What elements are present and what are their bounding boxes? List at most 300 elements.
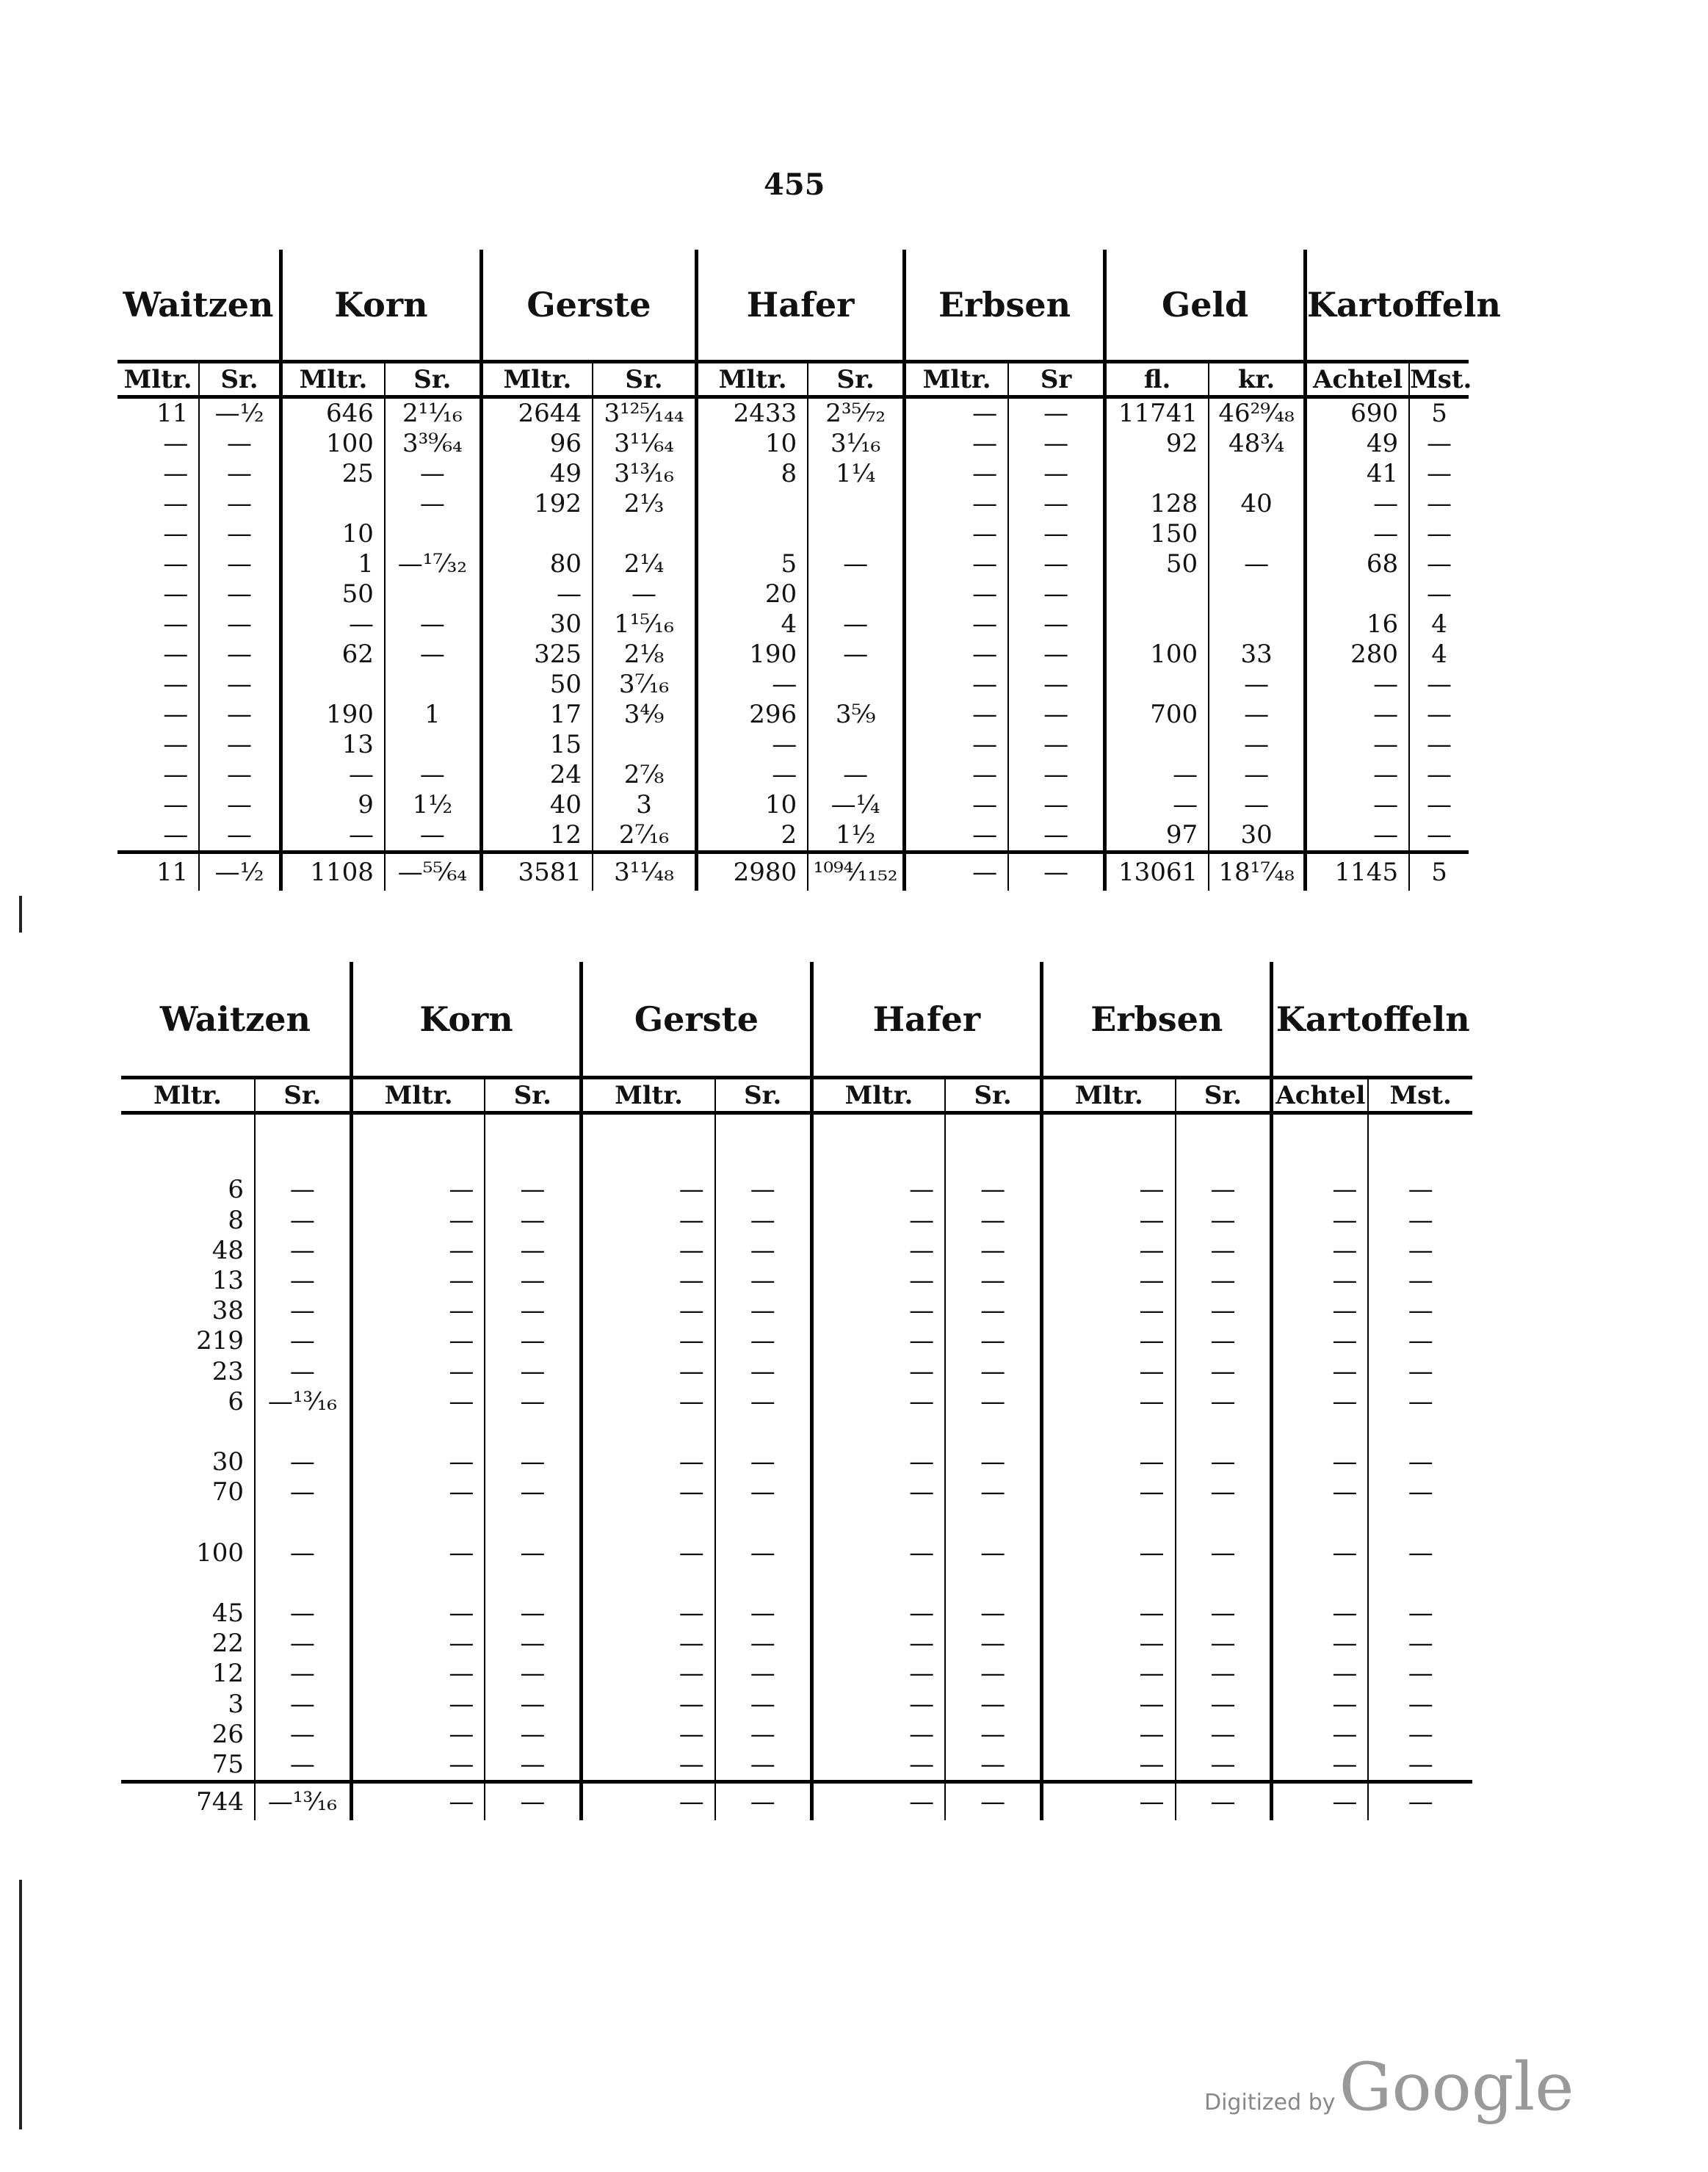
table-row (117, 700, 1469, 730)
table-row (121, 1113, 1472, 1145)
table-cell (281, 489, 385, 519)
table-cell: — (351, 1387, 485, 1417)
table-cell: — (1272, 1629, 1368, 1659)
table-cell: — (1176, 1387, 1272, 1417)
table-cell: — (1042, 1175, 1176, 1205)
table-cell: — (1368, 1477, 1472, 1507)
table-cell (945, 1417, 1041, 1447)
table-cell: 8 (697, 459, 808, 489)
table-cell: 3581 (481, 852, 593, 891)
column-header: Mltr. (1042, 1078, 1176, 1113)
table-cell: — (1008, 549, 1104, 579)
margin-mark (19, 896, 22, 933)
table-cell: — (811, 1782, 945, 1821)
table-cell: — (1008, 820, 1104, 852)
table-cell: — (1409, 549, 1469, 579)
table-cell (582, 1417, 715, 1447)
table-cell: — (351, 1236, 485, 1266)
table-cell: — (1176, 1629, 1272, 1659)
table-cell (351, 1568, 485, 1599)
table-cell: 3¹⁄₁₆ (808, 429, 904, 459)
table-cell: — (385, 640, 481, 670)
table-cell: — (385, 489, 481, 519)
table-cell: — (163, 760, 189, 789)
table-cell (811, 1113, 945, 1145)
table-cell: — (945, 1659, 1041, 1689)
table-row (117, 790, 1469, 820)
table-cell: — (255, 1750, 351, 1782)
table-row (121, 1175, 1472, 1205)
table-cell (1176, 1417, 1272, 1447)
table-cell: — (163, 459, 189, 488)
table-cell: 30 (481, 609, 593, 640)
table-cell: — (199, 640, 281, 670)
table-cell: — (351, 1659, 485, 1689)
table-row (121, 1568, 1472, 1599)
table-cell: 2¹¹⁄₁₆ (385, 397, 481, 430)
table-cell: — (811, 1599, 945, 1629)
table-cell (1209, 519, 1305, 549)
table-cell: — (905, 670, 1009, 700)
table-cell: — (485, 1357, 581, 1387)
table-cell: — (945, 1782, 1041, 1821)
table-cell: 62 (281, 640, 385, 670)
table-cell (811, 1568, 945, 1599)
column-header: Achtel (1306, 362, 1410, 397)
table-cell: — (1272, 1236, 1368, 1266)
table-cell (811, 1417, 945, 1447)
table-cell: — (199, 700, 281, 730)
table-cell: 80 (481, 549, 593, 579)
table-cell: — (582, 1690, 715, 1720)
table-cell: — (945, 1629, 1041, 1659)
table-cell: — (1209, 790, 1305, 820)
table-cell: — (905, 820, 1009, 852)
table-cell: — (715, 1357, 811, 1387)
column-header: Sr. (715, 1078, 811, 1113)
table-cell: — (1368, 1782, 1472, 1821)
table-cell: — (582, 1599, 715, 1629)
table-cell: — (1042, 1750, 1176, 1782)
table-cell: — (582, 1720, 715, 1750)
table-cell (945, 1507, 1041, 1538)
table-cell: — (1272, 1266, 1368, 1296)
table-cell: 96 (481, 429, 593, 459)
table-row (121, 1599, 1472, 1629)
table-cell: — (715, 1659, 811, 1689)
table-cell: — (1042, 1690, 1176, 1720)
table-cell (715, 1113, 811, 1145)
table-cell: — (905, 489, 1009, 519)
table-cell: — (1176, 1782, 1272, 1821)
table-cell: — (1008, 760, 1104, 790)
group-header: Waitzen (159, 999, 311, 1039)
table-cell: 13061 (1105, 852, 1209, 891)
table-cell: — (199, 609, 281, 640)
table-cell: — (1008, 790, 1104, 820)
table-cell: — (485, 1477, 581, 1507)
table-cell: 3¹³⁄₁₆ (593, 459, 697, 489)
table-cell: — (485, 1720, 581, 1750)
table-cell: 50 (1105, 549, 1209, 579)
table-cell: — (199, 459, 281, 489)
table-cell: 26 (211, 1719, 244, 1749)
table-cell: — (199, 760, 281, 790)
table-cell: 24 (481, 760, 593, 790)
table-cell: 5 (697, 549, 808, 579)
table-cell (1105, 670, 1209, 700)
column-header: Mltr. (123, 364, 192, 394)
table-cell: — (1368, 1236, 1472, 1266)
table-cell: — (1105, 760, 1209, 790)
table-cell (255, 1113, 351, 1145)
table-cell: — (811, 1236, 945, 1266)
table-cell (593, 519, 697, 549)
table-cell: — (255, 1599, 351, 1629)
table-cell: — (1272, 1175, 1368, 1205)
table-cell: 50 (481, 670, 593, 700)
table-cell: —¼ (808, 790, 904, 820)
table-cell: — (163, 489, 189, 518)
table-cell (1209, 459, 1305, 489)
table-cell: 646 (281, 397, 385, 430)
table-cell: 3⁷⁄₁₆ (593, 670, 697, 700)
table-cell: 2⅛ (593, 640, 697, 670)
table-cell: — (485, 1690, 581, 1720)
table-cell (715, 1145, 811, 1175)
table-cell: — (811, 1629, 945, 1659)
table-cell: — (811, 1477, 945, 1507)
table-cell: 4 (1409, 609, 1469, 640)
table-cell: — (255, 1175, 351, 1205)
column-header: Mst. (1409, 362, 1469, 397)
table-cell: — (1176, 1659, 1272, 1689)
table-cell: 22 (211, 1629, 244, 1659)
table-cell: — (582, 1206, 715, 1236)
table-row (117, 397, 1469, 430)
table-cell (697, 519, 808, 549)
table-cell: 6 (228, 1175, 244, 1205)
table-cell: 190 (281, 700, 385, 730)
table-cell: — (1368, 1206, 1472, 1236)
table-cell (1042, 1568, 1176, 1599)
table-cell: — (255, 1357, 351, 1387)
table-cell: — (697, 670, 808, 700)
table-cell (351, 1145, 485, 1175)
table-cell: —½ (199, 852, 281, 891)
table-cell: — (1042, 1326, 1176, 1356)
table-cell: — (485, 1750, 581, 1782)
table-cell: — (163, 790, 189, 819)
group-header: Kartoffeln (1272, 962, 1472, 1078)
table-cell: — (1272, 1659, 1368, 1689)
table-cell: — (199, 579, 281, 609)
table-cell (121, 1113, 255, 1145)
column-header: Mltr. (811, 1078, 945, 1113)
table-cell (255, 1417, 351, 1447)
table-cell: —¹³⁄₁₆ (255, 1387, 351, 1417)
table-cell: — (485, 1236, 581, 1266)
table-cell: — (1306, 760, 1410, 790)
table-row (117, 519, 1469, 549)
table-row (117, 459, 1469, 489)
table-cell (945, 1568, 1041, 1599)
table-cell: — (1209, 700, 1305, 730)
column-header: Sr. (255, 1078, 351, 1113)
table-cell: — (1368, 1175, 1472, 1205)
table-cell: — (351, 1782, 485, 1821)
table-cell: 38 (211, 1296, 244, 1326)
table-cell: —½ (199, 397, 281, 430)
table-row (121, 1417, 1472, 1447)
group-header: Korn (281, 250, 481, 362)
table-cell: — (1209, 670, 1305, 700)
table-cell: — (697, 730, 808, 760)
table-cell (351, 1113, 485, 1145)
table-cell: — (385, 459, 481, 489)
table-cell: — (351, 1206, 485, 1236)
table-cell: — (1042, 1206, 1176, 1236)
table-cell (582, 1145, 715, 1175)
table-cell: —¹⁷⁄₃₂ (385, 549, 481, 579)
table-cell (582, 1568, 715, 1599)
table-cell: 280 (1306, 640, 1410, 670)
table-row (117, 579, 1469, 609)
table-cell: — (485, 1387, 581, 1417)
table-cell (582, 1113, 715, 1145)
column-header: Mst. (1368, 1078, 1472, 1113)
table-cell: — (1272, 1477, 1368, 1507)
table-cell: — (1042, 1629, 1176, 1659)
table-cell: — (351, 1599, 485, 1629)
table-cell: — (582, 1750, 715, 1782)
table-cell: — (163, 519, 189, 549)
table-cell: 12 (211, 1659, 244, 1689)
table-cell: — (811, 1206, 945, 1236)
table-cell: — (1368, 1357, 1472, 1387)
table-cell: — (1105, 790, 1209, 820)
table-cell: — (1409, 700, 1469, 730)
table-cell: — (1272, 1690, 1368, 1720)
table-cell: — (351, 1326, 485, 1356)
table-cell: 49 (481, 459, 593, 489)
table-cell: 2433 (697, 397, 808, 430)
table-cell: — (582, 1659, 715, 1689)
table-cell: — (281, 760, 385, 790)
table-cell: — (1042, 1387, 1176, 1417)
table-cell: 2³⁵⁄₇₂ (808, 397, 904, 430)
table-cell (811, 1145, 945, 1175)
table-cell: — (715, 1629, 811, 1659)
table-cell: — (485, 1599, 581, 1629)
total-row (121, 1782, 1472, 1821)
table-cell: — (1368, 1659, 1472, 1689)
column-header: Mltr. (351, 1078, 485, 1113)
column-header: fl. (1105, 362, 1209, 397)
table-cell (121, 1568, 255, 1599)
table-cell: — (351, 1447, 485, 1477)
table-cell: — (1272, 1447, 1368, 1477)
table-cell: — (905, 730, 1009, 760)
table-cell: 5 (1409, 852, 1469, 891)
table-cell: — (281, 820, 385, 852)
table-cell: — (905, 640, 1009, 670)
table-cell: 97 (1105, 820, 1209, 852)
table-cell: — (811, 1296, 945, 1326)
group-header: Hafer (811, 962, 1041, 1078)
table-cell: — (1306, 700, 1410, 730)
table-cell: — (715, 1326, 811, 1356)
table-cell: 4 (697, 609, 808, 640)
table-cell: — (811, 1750, 945, 1782)
table-cell: — (1272, 1326, 1368, 1356)
table-cell: — (715, 1447, 811, 1477)
column-header: Mltr. (582, 1078, 715, 1113)
table-cell: 92 (1105, 429, 1209, 459)
table-cell: — (351, 1538, 485, 1568)
table-cell: — (715, 1296, 811, 1326)
table-cell: — (1368, 1326, 1472, 1356)
table-row (121, 1629, 1472, 1659)
table-cell: — (481, 579, 593, 609)
table-cell (1368, 1417, 1472, 1447)
table-cell: — (593, 579, 697, 609)
table-cell: 700 (1105, 700, 1209, 730)
table-cell: — (715, 1206, 811, 1236)
table-cell: 4 (1409, 640, 1469, 670)
table-cell (385, 730, 481, 760)
table-cell: 190 (697, 640, 808, 670)
table-cell: — (1176, 1447, 1272, 1477)
table-cell (1209, 579, 1305, 609)
table-row (121, 1387, 1472, 1417)
table-cell: — (1409, 760, 1469, 790)
table-cell: — (163, 730, 189, 759)
table-cell: 23 (211, 1356, 244, 1386)
table-cell: — (945, 1387, 1041, 1417)
table-cell: — (485, 1296, 581, 1326)
table-cell: — (163, 579, 189, 609)
table-cell: — (255, 1447, 351, 1477)
table-cell (1105, 579, 1209, 609)
table-cell: — (485, 1782, 581, 1821)
table-cell: — (1409, 459, 1469, 489)
table-cell: — (582, 1296, 715, 1326)
table-cell: 50 (281, 579, 385, 609)
table-cell: —⁵⁵⁄₆₄ (385, 852, 481, 891)
column-header: Sr. (1176, 1078, 1272, 1113)
group-header: Gerste (582, 962, 811, 1078)
table-cell (1105, 459, 1209, 489)
table-cell (808, 670, 904, 700)
table-cell: — (1306, 790, 1410, 820)
table-cell: — (199, 429, 281, 459)
table-cell: 2⅞ (593, 760, 697, 790)
table-cell: 150 (1105, 519, 1209, 549)
table-cell: — (255, 1690, 351, 1720)
table-cell: — (715, 1782, 811, 1821)
table-cell: — (1008, 609, 1104, 640)
table-cell (715, 1417, 811, 1447)
table-cell: — (1368, 1538, 1472, 1568)
table-cell: — (811, 1659, 945, 1689)
table-cell: — (351, 1175, 485, 1205)
table-cell: — (1409, 519, 1469, 549)
table-cell: — (1042, 1296, 1176, 1326)
table-cell: — (255, 1720, 351, 1750)
table-cell: 1½ (808, 820, 904, 852)
group-header: Hafer (697, 250, 905, 362)
table-cell: — (905, 790, 1009, 820)
column-header: Sr. (199, 362, 281, 397)
table-cell: 128 (1105, 489, 1209, 519)
table-cell: 3¹¹⁄₄₈ (593, 852, 697, 891)
table-cell: — (945, 1236, 1041, 1266)
table-cell: 3³⁹⁄₆₄ (385, 429, 481, 459)
table-cell: 11 (117, 852, 199, 891)
table-row (117, 549, 1469, 579)
table-cell (1176, 1113, 1272, 1145)
table-cell: — (1008, 519, 1104, 549)
table-cell (808, 579, 904, 609)
table-cell: — (582, 1236, 715, 1266)
table-cell: — (811, 1690, 945, 1720)
table-cell: 68 (1306, 549, 1410, 579)
table-cell: — (1176, 1326, 1272, 1356)
table-cell: — (945, 1326, 1041, 1356)
table-cell: — (582, 1629, 715, 1659)
column-header: Sr. (485, 1078, 581, 1113)
table-cell: — (199, 489, 281, 519)
table-cell (1368, 1568, 1472, 1599)
table-cell: — (811, 1538, 945, 1568)
column-header: Achtel (1272, 1078, 1368, 1113)
google-logo: Google (1339, 2049, 1574, 2126)
table-cell: — (1176, 1750, 1272, 1782)
table-cell: — (485, 1175, 581, 1205)
table-cell: — (485, 1206, 581, 1236)
column-header: Sr. (593, 362, 697, 397)
table-cell: 325 (481, 640, 593, 670)
table-cell: — (255, 1659, 351, 1689)
column-header: Sr. (385, 362, 481, 397)
table-cell: — (808, 609, 904, 640)
table-cell: — (715, 1266, 811, 1296)
table-cell: 5 (1409, 397, 1469, 430)
table-cell: 100 (196, 1538, 244, 1568)
table-cell: — (1368, 1720, 1472, 1750)
table-cell: 33 (1209, 640, 1305, 670)
table-cell (351, 1507, 485, 1538)
table-cell: — (1176, 1538, 1272, 1568)
table-cell: — (1368, 1629, 1472, 1659)
table-cell: — (715, 1750, 811, 1782)
table-cell (485, 1417, 581, 1447)
table-cell (1042, 1417, 1176, 1447)
column-header: Sr (1008, 362, 1104, 397)
table-row (121, 1720, 1472, 1750)
column-header: Mltr. (481, 362, 593, 397)
table-cell: — (485, 1538, 581, 1568)
table-cell (1306, 579, 1410, 609)
table-cell: — (1008, 700, 1104, 730)
table-cell (1176, 1568, 1272, 1599)
table-cell: — (811, 1387, 945, 1417)
table-cell: 48¾ (1209, 429, 1305, 459)
table-cell: — (1368, 1387, 1472, 1417)
table-cell: — (1042, 1720, 1176, 1750)
table-cell: — (351, 1477, 485, 1507)
